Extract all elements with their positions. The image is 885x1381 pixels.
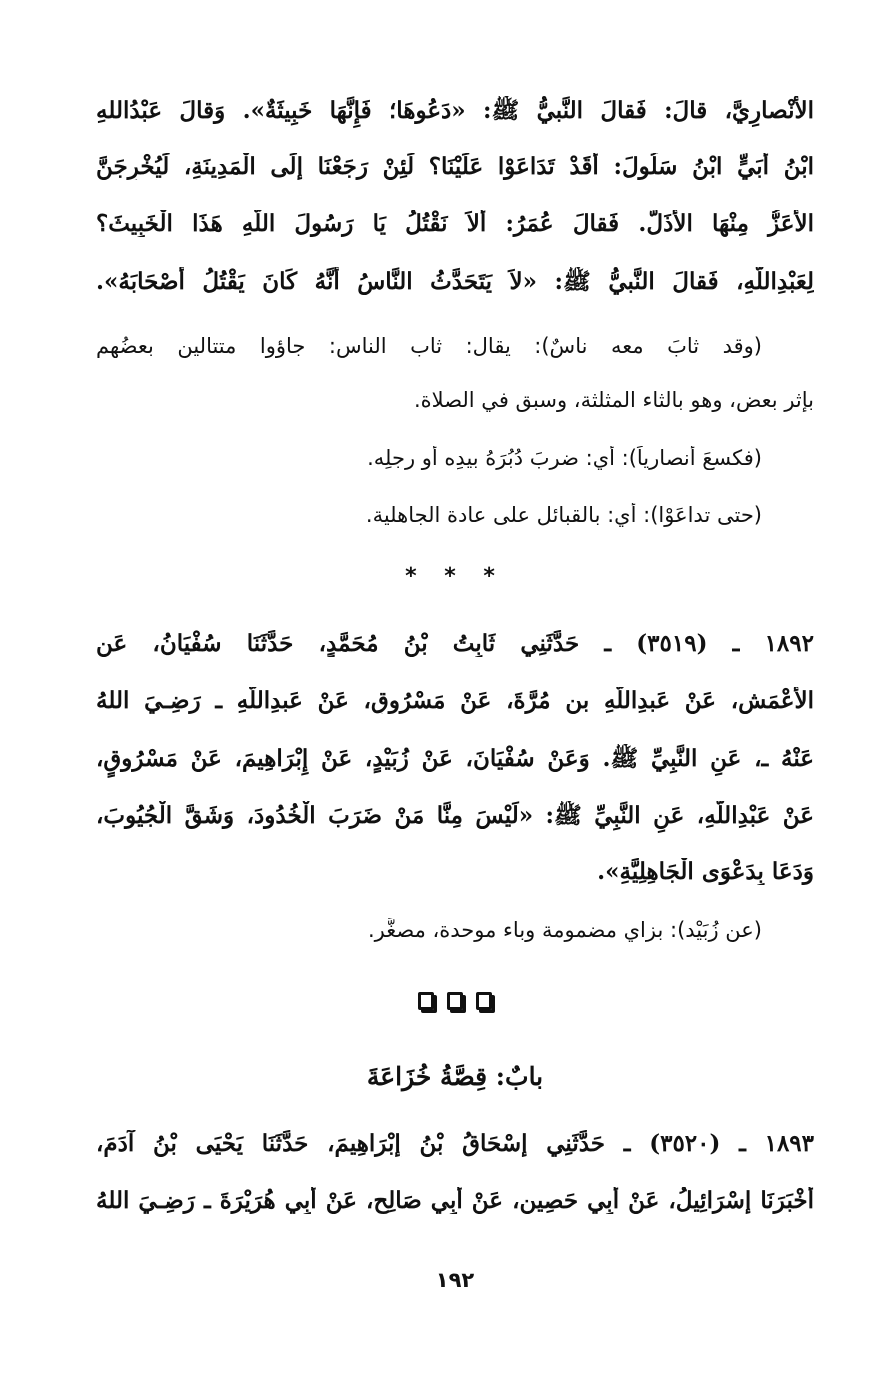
book-page — [96, 0, 814, 1381]
hadith-continuation-line-2: ابْنُ أُبَيٍّ ابْنُ سَلُولَ: أَقَدْ تَدَاعَوْا عَلَيْنَا؟ لَئِنْ رَجَعْنَا إِلَى الْمَدِينَةِ، لَيُخْرِجَنَّ — [96, 153, 814, 180]
hadith-1892-line-4: عَنْ عَبْدِاللَّهِ، عَنِ النَّبِيِّ ﷺ: «لَيْسَ مِنَّا مَنْ ضَرَبَ الْخُدُودَ، وَشَقَّ الْجُيُوبَ، — [96, 802, 814, 829]
note-kasaa: (فكسعَ أنصارياً): أي: ضربَ دُبُرَهُ بيدِه أو رجلِه. — [367, 446, 762, 470]
chapter-title: بابٌ: قِصَّةُ خُزَاعَةَ — [366, 1062, 544, 1091]
ornament-box-icon — [476, 992, 492, 1010]
hadith-1893-line-1: ١٨٩٣ ـ (٣٥٢٠) ـ حَدَّثَنِي إِسْحَاقُ بْنُ إِبْرَاهِيمَ، حَدَّثَنَا يَحْيَى بْنُ آدَمَ، — [96, 1130, 814, 1157]
ornament-box-icon — [447, 992, 463, 1010]
note-thaba-line-1: (وقد ثابَ معه ناسٌ): يقال: ثاب الناس: جاؤوا متتالين بعضُهم — [96, 334, 762, 358]
hadith-continuation-line-1: الأَنْصارِيَّ، قالَ: فَقالَ النَّبيُّ ﷺ: «دَعُوهَا؛ فَإِنَّهَا خَبِيثَةٌ». وَقالَ عَبْدُاللهِ — [96, 97, 814, 124]
hadith-1892-line-5: وَدَعَا بِدَعْوَى الْجَاهِلِيَّةِ». — [597, 858, 814, 885]
note-tadaaw: (حتى تداعَوْا): أي: بالقبائل على عادة الجاهلية. — [365, 503, 762, 527]
note-thaba-line-2: بإثرِ بعضٍ، وهو بالثاء المثلثة، وسبق في الصلاة. — [413, 388, 814, 412]
hadith-continuation-line-3: الأَعَزُّ مِنْهَا الأَذَلَّ. فَقالَ عُمَرُ: أَلاَ نَقْتُلُ يَا رَسُولَ اللَّهِ هَذَا الْخَبِيثَ؟ — [96, 210, 814, 237]
ornament-box-icon — [418, 992, 434, 1010]
hadith-1892-line-3: عَنْهُ ـ، عَنِ النَّبِيِّ ﷺ. وَعَنْ سُفْيَانَ، عَنْ زُبَيْدٍ، عَنْ إِبْرَاهِيمَ، عَنْ مَسْرُوقٍ، — [96, 745, 814, 772]
section-separator-stars: * * * — [405, 564, 505, 589]
hadith-continuation-line-4: لِعَبْدِاللَّهِ، فَقالَ النَّبيُّ ﷺ: «لاَ يَتَحَدَّثُ النَّاسُ أَنَّهُ كَانَ يَقْتُلُ أَصْحَابَهُ». — [96, 268, 814, 295]
note-zubayd: (عن زُبَيْد): بزاي مضمومة وباء موحدة، مصغَّر. — [367, 918, 762, 942]
page-number: ١٩٢ — [435, 1268, 475, 1292]
hadith-1893-line-2: أَخْبَرَنَا إِسْرَائِيلُ، عَنْ أَبِي حَصِينٍ، عَنْ أَبِي صَالِحٍ، عَنْ أَبِي هُرَيْرَةَ ـ رَضِـيَ اللهُ — [96, 1187, 814, 1214]
hadith-1892-line-2: الأَعْمَشِ، عَنْ عَبدِاللَّهِ بنِ مُرَّةَ، عَنْ مَسْرُوقٍ، عَنْ عَبدِاللَّهِ ـ رَضِـيَ اللهُ — [96, 687, 814, 714]
ornament-boxes — [96, 992, 814, 1010]
hadith-1892-line-1: ١٨٩٢ ـ (٣٥١٩) ـ حَدَّثَنِي ثَابِتُ بْنُ مُحَمَّدٍ، حَدَّثَنَا سُفْيَانُ، عَنِ — [96, 630, 814, 657]
